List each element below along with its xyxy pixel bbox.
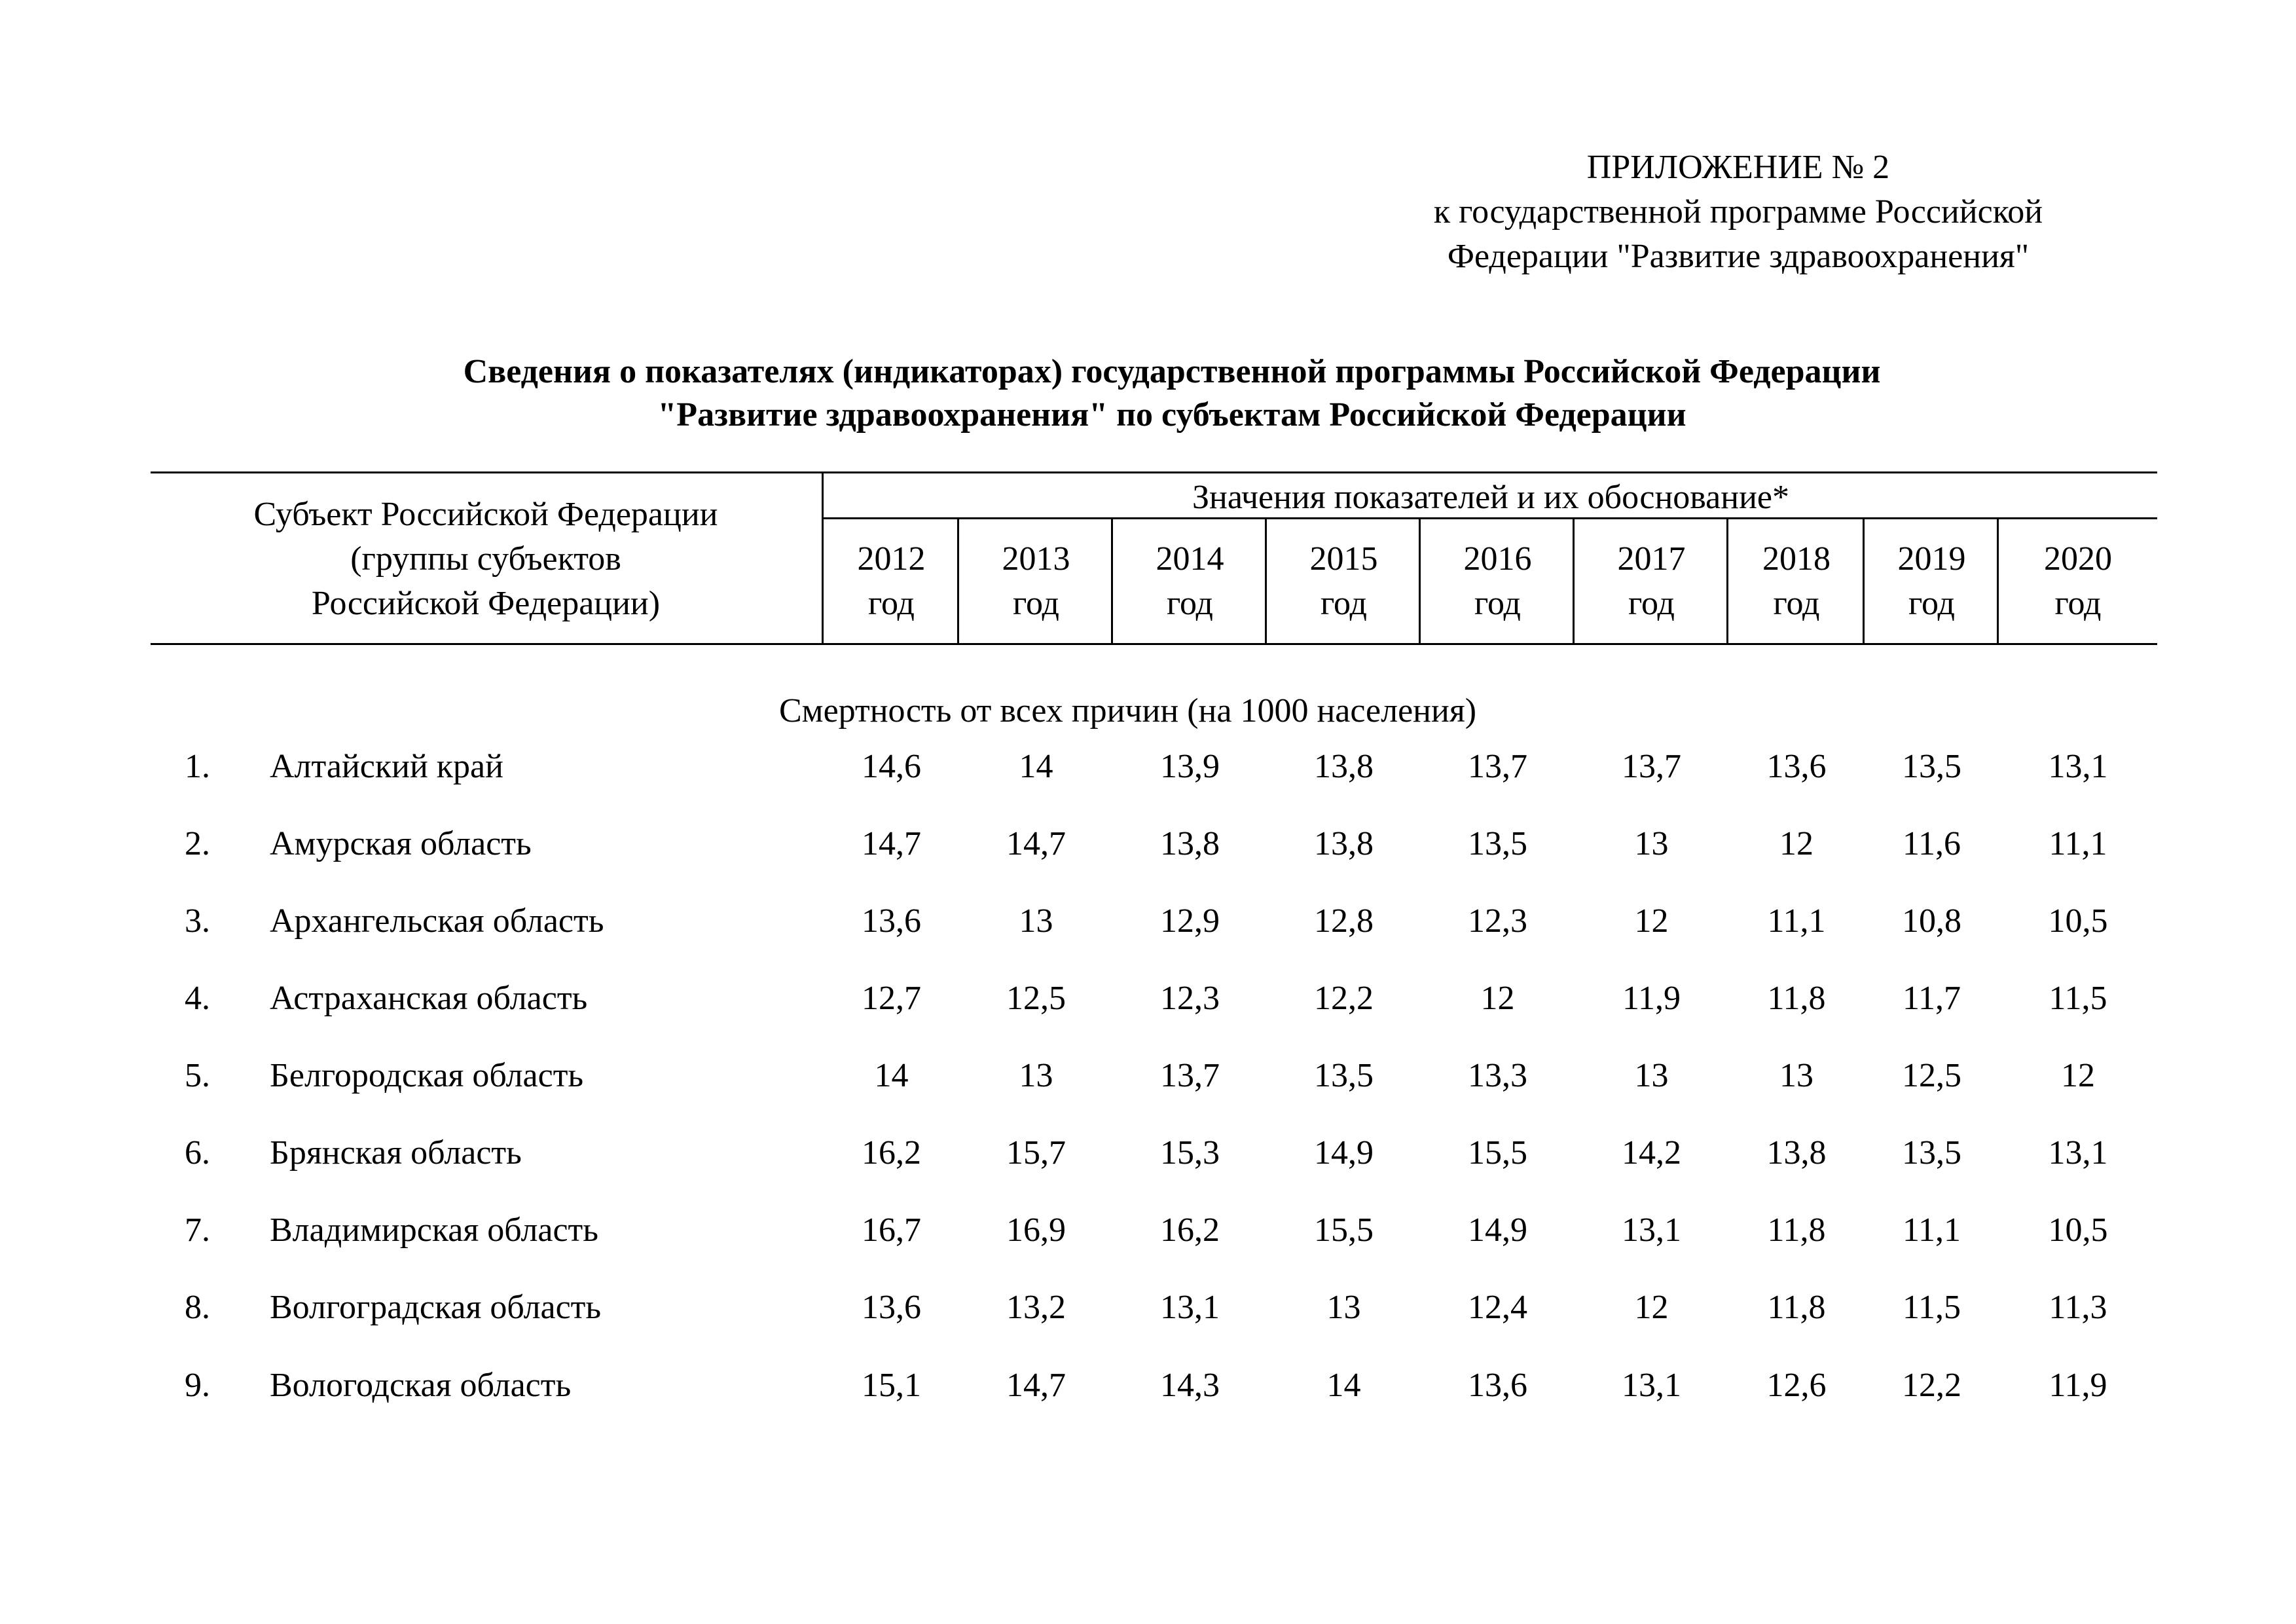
year-header-2012: 2012 год — [857, 540, 926, 622]
region-name: Белгородская область — [270, 1057, 584, 1094]
value-2016: 12 — [1480, 980, 1515, 1017]
value-2013: 14,7 — [1006, 1367, 1066, 1404]
value-2012: 15,1 — [862, 1367, 921, 1404]
year-header-2015: 2015 год — [1309, 540, 1378, 622]
value-2014: 13,7 — [1160, 1057, 1220, 1094]
value-2016: 14,9 — [1468, 1211, 1527, 1249]
value-2016: 13,5 — [1468, 825, 1527, 862]
value-2015: 13,8 — [1314, 825, 1374, 862]
value-2016: 13,7 — [1468, 748, 1527, 785]
value-2019: 11,7 — [1902, 980, 1961, 1017]
row-number: 8. — [185, 1289, 210, 1326]
table-row — [0, 744, 2296, 790]
value-2014: 16,2 — [1160, 1211, 1220, 1249]
row-number: 7. — [185, 1211, 210, 1249]
region-name: Астраханская область — [270, 980, 588, 1017]
value-2012: 12,7 — [862, 980, 921, 1017]
value-2014: 15,3 — [1160, 1134, 1220, 1172]
year-header-2017: 2017 год — [1617, 540, 1686, 622]
value-2016: 12,3 — [1468, 902, 1527, 940]
value-2020: 11,5 — [2049, 980, 2107, 1017]
appendix-reference-line1: к государственной программе Российской — [1433, 193, 2043, 231]
value-2017: 11,9 — [1622, 980, 1681, 1017]
value-2019: 11,6 — [1902, 825, 1961, 862]
region-name: Алтайский край — [270, 748, 503, 785]
value-2018: 11,1 — [1767, 902, 1826, 940]
value-2014: 12,9 — [1160, 902, 1220, 940]
row-number: 2. — [185, 825, 210, 862]
value-2013: 14 — [1019, 748, 1053, 785]
subject-header-line3: Российской Федерации) — [311, 585, 661, 622]
indicator-section-title: Смертность от всех причин (на 1000 населения) — [779, 692, 1477, 729]
value-2018: 11,8 — [1767, 1211, 1826, 1249]
value-2020: 10,5 — [2048, 1211, 2108, 1249]
table-row — [0, 1363, 2296, 1409]
document-title — [151, 350, 2193, 437]
region-name: Архангельская область — [270, 902, 604, 940]
year-header-2013: 2013 год — [1002, 540, 1070, 622]
subject-header-line2: (группы субъектов — [350, 540, 621, 578]
value-2015: 14 — [1326, 1367, 1361, 1404]
document-title-line2: "Развитие здравоохранения" по субъектам Российской Федерации — [657, 396, 1686, 434]
table-row — [0, 1130, 2296, 1176]
value-2018: 13,6 — [1766, 748, 1827, 785]
value-2017: 13,7 — [1622, 748, 1681, 785]
value-2012: 16,2 — [862, 1134, 921, 1172]
row-number: 4. — [185, 980, 210, 1017]
value-2013: 15,7 — [1006, 1134, 1066, 1172]
value-2020: 11,9 — [2049, 1367, 2107, 1404]
table-row — [0, 976, 2296, 1022]
value-2018: 12 — [1779, 825, 1813, 862]
value-2015: 12,8 — [1314, 902, 1374, 940]
value-2013: 13 — [1019, 1057, 1053, 1094]
value-2014: 14,3 — [1160, 1367, 1220, 1404]
value-2017: 13,1 — [1622, 1211, 1681, 1249]
row-number: 3. — [185, 902, 210, 940]
year-header-2019: 2019 год — [1897, 540, 1966, 622]
value-2016: 13,6 — [1468, 1367, 1527, 1404]
appendix-number: ПРИЛОЖЕНИЕ № 2 — [1586, 149, 1890, 186]
value-2013: 16,9 — [1006, 1211, 1066, 1249]
year-header-2020: 2020 год — [2044, 540, 2112, 622]
value-2019: 11,5 — [1902, 1289, 1961, 1326]
year-header-2018: 2018 год — [1762, 540, 1831, 622]
value-2014: 13,1 — [1160, 1289, 1220, 1326]
subject-column-header — [152, 492, 820, 626]
document-title-line1: Сведения о показателях (индикаторах) государственной программы Российской Федерации — [463, 353, 1881, 390]
value-2019: 13,5 — [1902, 748, 1961, 785]
subject-header-line1: Субъект Российской Федерации — [253, 496, 718, 533]
value-2017: 13 — [1634, 1057, 1669, 1094]
table-row — [0, 1053, 2296, 1099]
value-2020: 12 — [2061, 1057, 2095, 1094]
value-2016: 15,5 — [1468, 1134, 1527, 1172]
value-2018: 11,8 — [1767, 980, 1826, 1017]
value-2018: 13 — [1779, 1057, 1813, 1094]
table-row — [0, 1208, 2296, 1253]
value-2015: 13 — [1326, 1289, 1361, 1326]
value-2013: 13 — [1019, 902, 1053, 940]
row-number: 6. — [185, 1134, 210, 1172]
table-row — [0, 898, 2296, 944]
table-header-bottom-rule — [151, 643, 2157, 645]
value-2019: 12,5 — [1902, 1057, 1961, 1094]
value-2018: 11,8 — [1767, 1289, 1826, 1326]
value-2019: 10,8 — [1902, 902, 1961, 940]
appendix-reference-line2: Федерации "Развитие здравоохранения" — [1447, 238, 2030, 275]
region-name: Брянская область — [270, 1134, 522, 1172]
value-2019: 11,1 — [1902, 1211, 1961, 1249]
row-number: 5. — [185, 1057, 210, 1094]
row-number: 9. — [185, 1367, 210, 1404]
value-2020: 13,1 — [2048, 748, 2108, 785]
year-header-2016: 2016 год — [1463, 540, 1532, 622]
table-row — [0, 821, 2296, 867]
value-2012: 16,7 — [862, 1211, 921, 1249]
value-2016: 12,4 — [1468, 1289, 1527, 1326]
region-name: Владимирская область — [270, 1211, 598, 1249]
value-2020: 11,1 — [2049, 825, 2107, 862]
region-name: Амурская область — [270, 825, 532, 862]
region-name: Вологодская область — [270, 1367, 572, 1404]
value-2015: 15,5 — [1314, 1211, 1374, 1249]
value-2017: 13,1 — [1622, 1367, 1681, 1404]
value-2015: 14,9 — [1314, 1134, 1374, 1172]
value-2015: 13,5 — [1314, 1057, 1374, 1094]
value-2012: 13,6 — [862, 902, 921, 940]
value-2012: 14 — [874, 1057, 909, 1094]
value-2012: 13,6 — [862, 1289, 921, 1326]
values-group-header: Значения показателей и их обоснование* — [1192, 479, 1789, 516]
value-2013: 13,2 — [1006, 1289, 1066, 1326]
value-2017: 14,2 — [1622, 1134, 1681, 1172]
value-2013: 12,5 — [1006, 980, 1066, 1017]
year-header-2014: 2014 год — [1156, 540, 1224, 622]
value-2017: 12 — [1634, 1289, 1669, 1326]
value-2014: 12,3 — [1160, 980, 1220, 1017]
value-2019: 12,2 — [1902, 1367, 1961, 1404]
region-name: Волгоградская область — [270, 1289, 602, 1326]
value-2012: 14,6 — [862, 748, 921, 785]
table-top-rule — [151, 471, 2157, 473]
value-2015: 13,8 — [1314, 748, 1374, 785]
value-2018: 13,8 — [1766, 1134, 1827, 1172]
appendix-header — [1336, 145, 2141, 279]
value-2019: 13,5 — [1902, 1134, 1961, 1172]
value-2017: 12 — [1634, 902, 1669, 940]
value-2020: 13,1 — [2048, 1134, 2108, 1172]
value-2020: 11,3 — [2049, 1289, 2107, 1326]
value-2014: 13,8 — [1160, 825, 1220, 862]
value-2016: 13,3 — [1468, 1057, 1527, 1094]
table-row — [0, 1285, 2296, 1331]
value-2013: 14,7 — [1006, 825, 1066, 862]
value-2018: 12,6 — [1766, 1367, 1827, 1404]
value-2014: 13,9 — [1160, 748, 1220, 785]
value-2015: 12,2 — [1314, 980, 1374, 1017]
value-2020: 10,5 — [2048, 902, 2108, 940]
value-2017: 13 — [1634, 825, 1669, 862]
value-2012: 14,7 — [862, 825, 921, 862]
row-number: 1. — [185, 748, 210, 785]
